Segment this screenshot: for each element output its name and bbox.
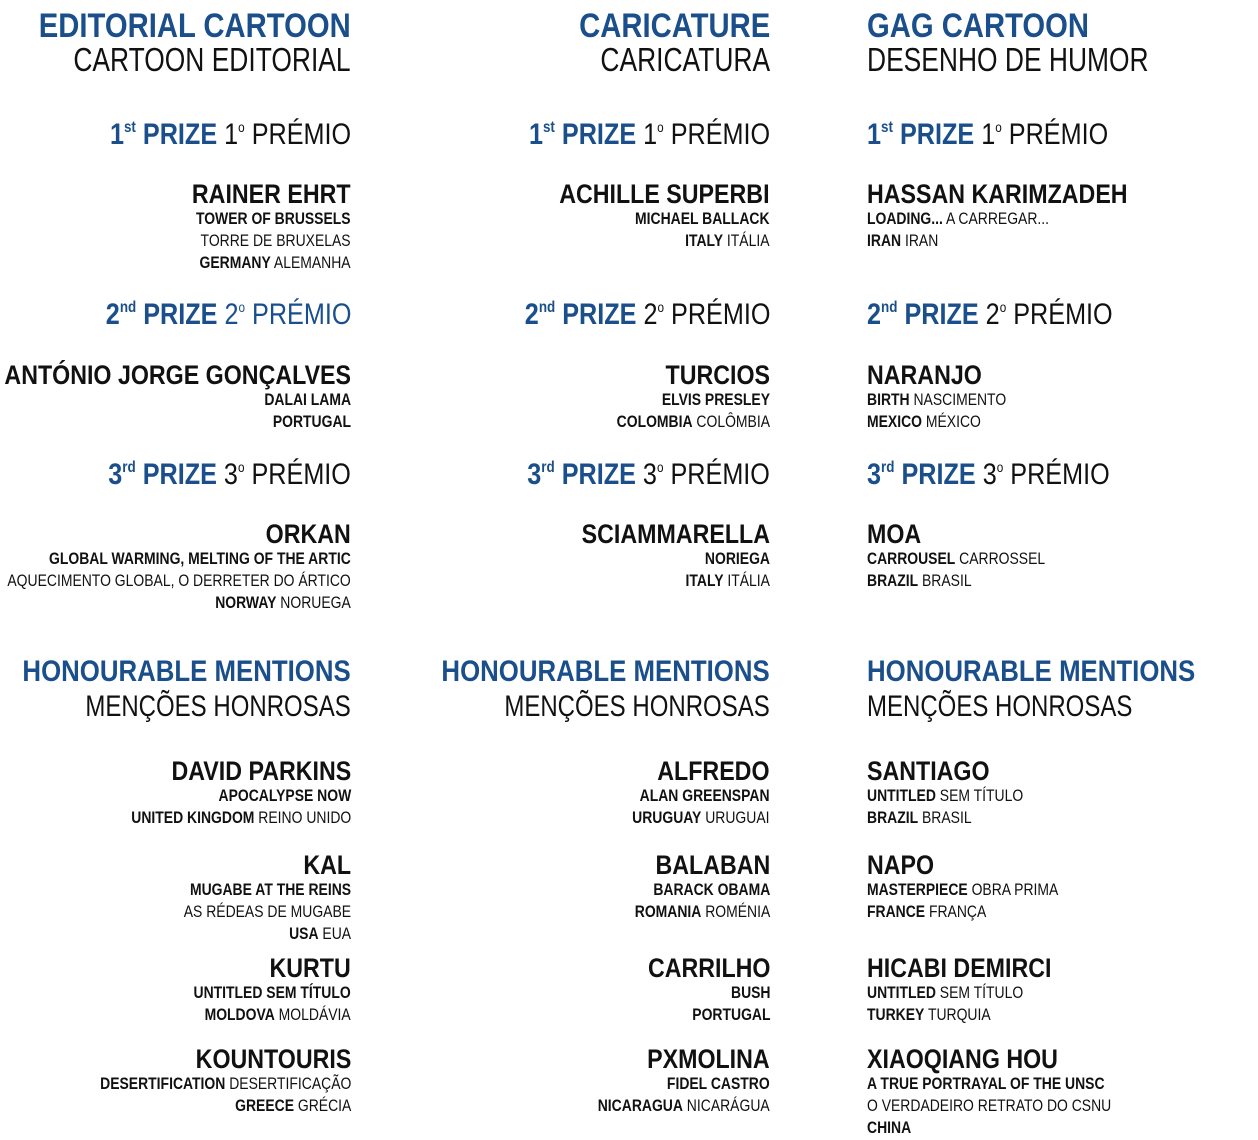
- prize-word: PRIZE: [142, 458, 217, 491]
- category-title-portuguese: CARICATURA: [600, 41, 770, 78]
- prize-pt-number: 2: [643, 298, 658, 331]
- entry-detail: [590, 548, 770, 570]
- category-column: [4, 0, 351, 1140]
- mention-entry: [867, 758, 1057, 829]
- artist-name: RAINER EHRT: [192, 179, 351, 209]
- detail-bold: ALAN GREENSPAN: [640, 786, 770, 805]
- detail-normal: FRANÇA: [925, 902, 987, 921]
- prize-number: 1: [109, 118, 124, 151]
- artist-name: HICABI DEMIRCI: [867, 953, 1052, 983]
- detail-bold: LOADING...: [867, 209, 943, 228]
- honourable-mentions-title: HONOURABLE MENTIONS: [867, 655, 1196, 688]
- winner-entry: [867, 181, 1170, 252]
- prize-pt-suffix: o: [238, 119, 245, 135]
- prize-pt-word: PRÉMIO: [670, 298, 770, 331]
- detail-bold: TOWER OF BRUSSELS: [196, 209, 351, 228]
- detail-bold: BUSH: [730, 983, 770, 1002]
- detail-normal: MÉXICO: [921, 412, 981, 431]
- prize-ordinal-suffix: rd: [541, 459, 555, 476]
- prize-number: 3: [527, 458, 542, 491]
- entry-detail: [590, 570, 770, 592]
- mention-entry: [147, 852, 351, 945]
- detail-bold: FIDEL CASTRO: [667, 1074, 770, 1093]
- prize-portuguese: [986, 298, 1113, 331]
- winner-entry: [551, 521, 770, 592]
- entry-detail: [569, 208, 770, 230]
- prize-ordinal: [867, 298, 979, 331]
- artist-name: MOA: [867, 519, 922, 549]
- entry-detail: [8, 548, 351, 570]
- detail-normal: REINO UNIDO: [254, 808, 351, 827]
- detail-normal: AS RÉDEAS DE MUGABE: [183, 902, 351, 921]
- mention-entry: [159, 955, 351, 1026]
- detail-bold: DALAI LAMA: [264, 390, 351, 409]
- entry-detail: [653, 982, 770, 1004]
- prize-pt-word: PRÉMIO: [1008, 118, 1109, 151]
- detail-bold: GERMANY: [199, 253, 272, 272]
- artist-name: KAL: [303, 850, 351, 880]
- winner-entry: [162, 181, 351, 274]
- prize-number: 2: [105, 298, 120, 331]
- prize-ordinal: [527, 458, 636, 491]
- detail-bold: ITALY: [685, 231, 724, 250]
- prize-pt-suffix: o: [657, 299, 664, 315]
- prize-pt-suffix: o: [999, 299, 1007, 315]
- artist-name: BALABAN: [655, 850, 770, 880]
- entry-detail: [867, 901, 1058, 923]
- artist-name: NARANJO: [867, 360, 982, 390]
- prize-portuguese: [981, 118, 1108, 151]
- prize-word: PRIZE: [561, 458, 636, 491]
- prize-word: PRIZE: [561, 298, 636, 331]
- prize-portuguese: [224, 118, 351, 151]
- prize-heading: [867, 450, 1110, 492]
- artist-name: ANTÓNIO JORGE GONÇALVES: [4, 360, 351, 390]
- prize-ordinal-suffix: st: [123, 119, 136, 136]
- prize-heading: [867, 290, 1113, 332]
- detail-bold: NICARAGUA: [598, 1096, 684, 1115]
- entry-detail: [634, 879, 770, 901]
- prize-pt-number: 3: [643, 458, 658, 491]
- entry-detail: [634, 901, 770, 923]
- entry-detail: [867, 785, 1023, 807]
- prize-pt-number: 1: [224, 118, 239, 151]
- detail-bold: UNTITLED: [867, 983, 936, 1002]
- detail-normal: COLÔMBIA: [692, 412, 770, 431]
- entry-detail: [617, 389, 770, 411]
- artist-name: KURTU: [269, 953, 351, 983]
- entry-detail: [194, 982, 351, 1004]
- entry-detail: [867, 1095, 1111, 1117]
- detail-bold: IRAN: [867, 231, 902, 250]
- prize-ordinal: [110, 118, 217, 151]
- mention-entry: [45, 1046, 351, 1117]
- mention-entry: [83, 758, 351, 829]
- detail-bold: USA: [289, 924, 319, 943]
- entry-detail: [633, 807, 770, 829]
- artist-name: XIAOQIANG HOU: [867, 1044, 1058, 1074]
- prize-ordinal-suffix: rd: [122, 459, 136, 476]
- detail-normal: MOLDÁVIA: [275, 1005, 351, 1024]
- prize-portuguese: [224, 458, 351, 491]
- prize-ordinal: [867, 458, 976, 491]
- prize-portuguese: [224, 298, 351, 331]
- detail-normal: CARROSSEL: [955, 549, 1046, 568]
- detail-normal: ROMÉNIA: [701, 902, 770, 921]
- prize-ordinal-suffix: nd: [881, 299, 898, 316]
- prize-word: PRIZE: [901, 458, 976, 491]
- detail-bold: COLOMBIA: [616, 412, 693, 431]
- detail-bold: NORWAY: [215, 593, 277, 612]
- prize-portuguese: [643, 118, 770, 151]
- winner-entry: [867, 362, 1037, 433]
- entry-detail: [867, 570, 1045, 592]
- entry-detail: [194, 1004, 351, 1026]
- prize-number: 2: [867, 298, 882, 331]
- honourable-mentions-title: HONOURABLE MENTIONS: [441, 655, 770, 688]
- entry-detail: [196, 230, 351, 252]
- detail-bold: A TRUE PORTRAYAL OF THE UNSC: [867, 1074, 1105, 1093]
- entry-detail: [131, 785, 351, 807]
- detail-normal: DESERTIFICAÇÃO: [225, 1074, 351, 1093]
- artist-name: TURCIOS: [665, 360, 770, 390]
- detail-normal: GRÉCIA: [293, 1096, 351, 1115]
- detail-normal: SEM TÍTULO: [935, 786, 1024, 805]
- honourable-mentions-title-portuguese: MENÇÕES HONROSAS: [85, 690, 351, 723]
- category-title-portuguese: CARTOON EDITORIAL: [73, 41, 351, 78]
- detail-bold: GLOBAL WARMING, MELTING OF THE ARTIC: [49, 549, 351, 568]
- category-column: [867, 0, 1247, 1140]
- entry-detail: [633, 785, 770, 807]
- detail-normal: A CARREGAR...: [942, 209, 1050, 228]
- artist-name: SCIAMMARELLA: [581, 519, 770, 549]
- prize-pt-number: 3: [224, 458, 239, 491]
- entry-detail: [184, 879, 351, 901]
- prize-heading: [108, 450, 351, 492]
- prize-number: 2: [524, 298, 539, 331]
- prize-pt-word: PRÉMIO: [1010, 458, 1110, 491]
- prize-word: PRIZE: [904, 298, 979, 331]
- entry-detail: [184, 901, 351, 923]
- prize-word: PRIZE: [142, 118, 217, 151]
- detail-bold: BRAZIL: [867, 808, 919, 827]
- winner-entry: [583, 362, 770, 433]
- prize-pt-number: 1: [643, 118, 658, 151]
- detail-bold: ELVIS PRESLEY: [661, 390, 770, 409]
- detail-normal: SEM TÍTULO: [935, 983, 1024, 1002]
- honourable-mentions-title: HONOURABLE MENTIONS: [22, 655, 351, 688]
- detail-bold: GREECE: [234, 1096, 294, 1115]
- entry-detail: [867, 411, 1006, 433]
- prize-ordinal-suffix: nd: [538, 299, 555, 316]
- detail-normal: NASCIMENTO: [909, 390, 1007, 409]
- prize-pt-word: PRÉMIO: [670, 458, 770, 491]
- detail-normal: BRASIL: [918, 571, 972, 590]
- entry-detail: [21, 411, 351, 433]
- category-title: EDITORIAL CARTOON: [39, 7, 351, 45]
- entry-detail: [867, 982, 1043, 1004]
- artist-name: DAVID PARKINS: [171, 756, 351, 786]
- artist-name: SANTIAGO: [867, 756, 990, 786]
- detail-normal: ITÁLIA: [723, 231, 770, 250]
- entry-detail: [8, 592, 351, 614]
- detail-bold: MOLDOVA: [204, 1005, 276, 1024]
- prize-ordinal-suffix: rd: [881, 459, 895, 476]
- prize-pt-suffix: o: [657, 459, 664, 475]
- category-title: CARICATURE: [578, 7, 770, 45]
- detail-normal: IRAN: [901, 231, 939, 250]
- mention-entry: [628, 955, 771, 1026]
- detail-bold: CARROUSEL: [867, 549, 956, 568]
- prize-heading: [529, 110, 770, 152]
- entry-detail: [21, 389, 351, 411]
- detail-bold: CHINA: [867, 1118, 912, 1137]
- detail-bold: PORTUGAL: [272, 412, 351, 431]
- entry-detail: [867, 208, 1115, 230]
- prize-pt-word: PRÉMIO: [251, 458, 351, 491]
- prize-pt-suffix: o: [238, 459, 245, 475]
- prize-number: 1: [528, 118, 543, 151]
- artist-name: ACHILLE SUPERBI: [559, 179, 770, 209]
- entry-detail: [598, 1073, 770, 1095]
- detail-bold: BIRTH: [867, 390, 910, 409]
- detail-bold: MUGABE AT THE REINS: [189, 880, 351, 899]
- detail-bold: URUGUAY: [632, 808, 702, 827]
- prize-heading: [524, 290, 770, 332]
- prize-pt-number: 1: [981, 118, 996, 151]
- mention-entry: [560, 1046, 770, 1117]
- detail-normal: AQUECIMENTO GLOBAL, O DERRETER DO ÁRTICO: [7, 571, 351, 590]
- prize-ordinal: [524, 298, 636, 331]
- detail-bold: BRAZIL: [867, 571, 919, 590]
- artist-name: ORKAN: [265, 519, 351, 549]
- artist-name: PXMOLINA: [647, 1044, 770, 1074]
- detail-bold: APOCALYPSE NOW: [218, 786, 351, 805]
- prize-pt-suffix: o: [657, 119, 664, 135]
- entry-detail: [100, 1095, 351, 1117]
- prize-number: 3: [867, 458, 882, 491]
- prize-heading: [105, 290, 351, 332]
- prize-ordinal-suffix: st: [881, 119, 893, 136]
- detail-bold: NORIEGA: [704, 549, 770, 568]
- entry-detail: [867, 1073, 1111, 1095]
- category-title: GAG CARTOON: [867, 7, 1090, 45]
- mention-entry: [602, 758, 770, 829]
- entry-detail: [100, 1073, 351, 1095]
- entry-detail: [867, 548, 1045, 570]
- mention-entry: [867, 852, 1100, 923]
- prize-portuguese: [643, 298, 770, 331]
- winner-entry: [0, 362, 351, 433]
- prize-ordinal-suffix: st: [542, 119, 555, 136]
- honourable-mentions-title-portuguese: MENÇÕES HONROSAS: [867, 690, 1133, 723]
- prize-ordinal-suffix: nd: [119, 299, 136, 316]
- mention-entry: [867, 1046, 1165, 1139]
- detail-bold: UNTITLED: [867, 786, 936, 805]
- prize-pt-word: PRÉMIO: [670, 118, 770, 151]
- prize-word: PRIZE: [142, 298, 217, 331]
- winner-entry: [867, 521, 1084, 592]
- prize-pt-word: PRÉMIO: [251, 118, 351, 151]
- detail-bold: MASTERPIECE: [867, 880, 968, 899]
- entry-detail: [867, 1117, 1111, 1139]
- artist-name: KOUNTOURIS: [195, 1044, 351, 1074]
- prize-ordinal: [105, 298, 217, 331]
- entry-detail: [131, 807, 351, 829]
- prize-portuguese: [983, 458, 1110, 491]
- detail-normal: TURQUIA: [924, 1005, 991, 1024]
- artist-name: NAPO: [867, 850, 935, 880]
- detail-bold: MICHAEL BALLACK: [635, 209, 770, 228]
- artist-name: CARRILHO: [647, 953, 770, 983]
- winner-entry: [0, 521, 351, 614]
- prize-heading: [527, 450, 770, 492]
- entry-detail: [867, 879, 1058, 901]
- detail-bold: DESERTIFICATION: [99, 1074, 226, 1093]
- detail-bold: UNITED KINGDOM: [131, 808, 255, 827]
- detail-bold: UNTITLED SEM TÍTULO: [193, 983, 351, 1002]
- prize-pt-suffix: o: [996, 459, 1004, 475]
- detail-bold: PORTUGAL: [691, 1005, 770, 1024]
- entry-detail: [8, 570, 351, 592]
- prize-heading: [110, 110, 351, 152]
- honourable-mentions-title-portuguese: MENÇÕES HONROSAS: [504, 690, 770, 723]
- prize-number: 3: [108, 458, 123, 491]
- entry-detail: [867, 1004, 1043, 1026]
- prize-number: 1: [867, 118, 882, 151]
- prize-pt-number: 2: [985, 298, 1000, 331]
- prize-pt-suffix: o: [995, 119, 1002, 135]
- entry-detail: [867, 807, 1023, 829]
- category-column: [432, 0, 770, 1140]
- detail-bold: MEXICO: [867, 412, 922, 431]
- prize-portuguese: [643, 458, 770, 491]
- prize-pt-number: 3: [982, 458, 997, 491]
- mention-entry: [867, 955, 1082, 1026]
- prize-ordinal: [867, 118, 974, 151]
- detail-bold: TURKEY: [867, 1005, 925, 1024]
- detail-bold: ITALY: [685, 571, 724, 590]
- entry-detail: [196, 208, 351, 230]
- detail-bold: ROMANIA: [634, 902, 702, 921]
- prize-ordinal: [529, 118, 636, 151]
- detail-bold: BARACK OBAMA: [653, 880, 770, 899]
- winner-entry: [525, 181, 770, 252]
- prize-pt-number: 2: [224, 298, 239, 331]
- artist-name: ALFREDO: [657, 756, 770, 786]
- entry-detail: [196, 252, 351, 274]
- prize-pt-suffix: o: [238, 299, 245, 315]
- entry-detail: [184, 923, 351, 945]
- entry-detail: [617, 411, 770, 433]
- detail-normal: TORRE DE BRUXELAS: [200, 231, 351, 250]
- artist-name: HASSAN KARIMZADEH: [867, 179, 1128, 209]
- entry-detail: [598, 1095, 770, 1117]
- detail-normal: NORUEGA: [276, 593, 351, 612]
- prize-word: PRIZE: [899, 118, 975, 151]
- detail-normal: ALEMANHA: [271, 253, 351, 272]
- detail-bold: FRANCE: [867, 902, 926, 921]
- prize-word: PRIZE: [561, 118, 636, 151]
- detail-normal: URUGUAI: [701, 808, 770, 827]
- detail-normal: EUA: [318, 924, 351, 943]
- detail-normal: O VERDADEIRO RETRATO DO CSNU: [867, 1096, 1112, 1115]
- prize-pt-word: PRÉMIO: [251, 298, 351, 331]
- entry-detail: [867, 389, 1006, 411]
- entry-detail: [653, 1004, 770, 1026]
- detail-normal: OBRA PRIMA: [967, 880, 1059, 899]
- detail-normal: BRASIL: [918, 808, 972, 827]
- entry-detail: [569, 230, 770, 252]
- detail-normal: NICARÁGUA: [683, 1096, 770, 1115]
- category-title-portuguese: DESENHO DE HUMOR: [867, 41, 1149, 78]
- detail-normal: ITÁLIA: [723, 571, 770, 590]
- entry-detail: [867, 230, 1115, 252]
- mention-entry: [605, 852, 770, 923]
- prize-pt-word: PRÉMIO: [1013, 298, 1113, 331]
- prize-heading: [867, 110, 1108, 152]
- prize-ordinal: [108, 458, 217, 491]
